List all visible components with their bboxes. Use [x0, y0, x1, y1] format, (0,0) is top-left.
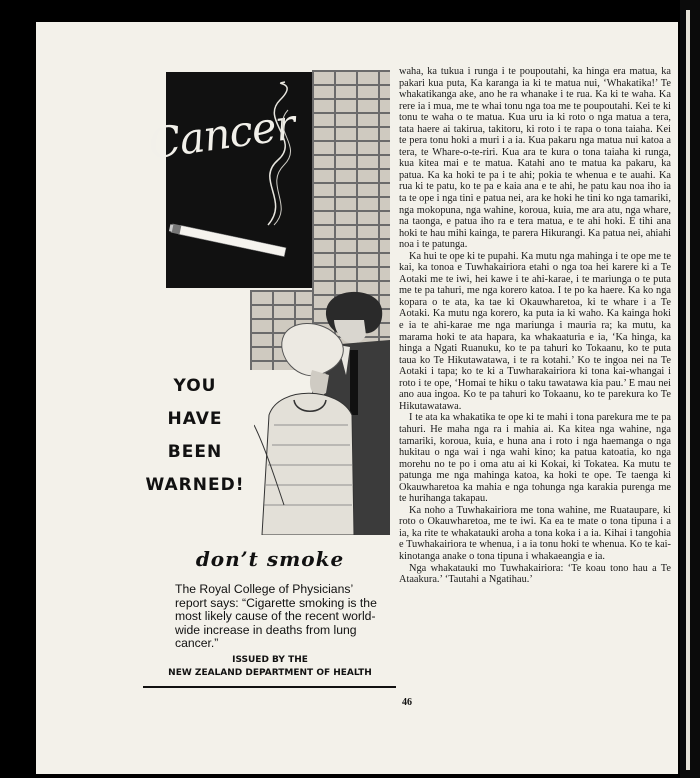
- article-paragraph: I te ata ka whakatika te ope ki te mahi i tona parekura me te pa tahuri. He maha nga ra i mahia ai. Ka kitea nga wahine, nga tamariki, koroua, kuia, e huna ana i roto i nga haemanga o nga hukitau o nga wai i nga wahi kino; ka patua katoatia, ko nga morehu no te po i oma atu ai ki Kokai, ki Tokatea. Ka mutu te patunga me nga mahinga katoa, ka hoki te ope. Te taenga ki Okauwharetoa ka mahia e nga tohunga nga karakia purenga me te hurihanga takapau.: [399, 412, 671, 505]
- warning-line: HAVE: [167, 409, 223, 429]
- issuer-credit: [150, 654, 390, 680]
- cigarette-icon: [168, 222, 293, 262]
- divider-rule: [143, 686, 396, 688]
- article-paragraph: Ka hui te ope ki te pupahi. Ka mutu nga mahinga i te ope me te kai, ka tonoa e Tuwhakairiora etahi o nga toa hei karere ki a Te Aotaki me te iwi, hei kawe i te ahi-karae, i te mariunga o te puta me te pa tahuri, me nga korero katoa. I te po ka haere. Ka ko nga kopara o te ata, ka tae ki Okauwharetoa, ki te whare i a Te Aotaki. Ka mutu nga korero, ka puta ia ki waho. Ka kainga hoki e ia te ahi-karae me nga mariunga i mauria ra; ka mutu, ka marama hoki te ata hapara, ka whakaaturia e ia, ‘Ka hinga, ka hinga a Ngati Ruanuku, ko te pa tahuri ko Tokaanu, ko te puta taua ko Te Hikutawatawa, i te ra kotahi.’ Ko te ingoa nei na Te Aotaki i tapa; ko te ki a Tuwharakairiora ki tona kai-whangai i roto i te ope, ‘Homai te hiku o taku tawatawa kia pau.’ E mau nei ano aua ingoa. Ko te pa tahuri ko Tokaanu, ko te parekura ko Te Hikutawatawa.: [399, 250, 671, 412]
- adjacent-page-edge: [680, 0, 700, 778]
- article-paragraph: waha, ka tukua i runga i te poupoutahi, ka hinga era matua, ka pakari kua puta, Ka karanga ia ki te matua nui, ‘Whakatika!’ Te whakatikanga ake, ano he ra whanake i te rua. Ka ki te waha. Ka rere ia i mua, me te whai tonu nga toa me te poupoutahi. Kei te ki tonu te waha o te matua. Kua uru ia ki roto o nga matua a tera, tata haere ai takirua, takitoru, ki roto i te rapa o tona taiaha. Kei te pera tonu hoki a muri i a ia. Kua pakaru nga matua nui katoa a tera, te Whare-o-te-riri. Kua ara te kura o tona taiaha ki runga, kua kitea mai e te matua. Katahi ano te matua ka pakaru, ka patua. Ka ka hoki te pa i te ahi; pokia te whenua e te auahi. Ka rua ki te patu, ko te pa e kaia ana e te ahi, he patu kau noa iho ia ta te ope i nga tini e patua nei, ara ke hoki he tini ko nga tamariki, nga mokopuna, nga wahine, koroua, kuia, me ara atu, nga whare, na taonga, e patua iho ra e tera matua, e te ahi hoki. E tihi ana hoki te hau mihi kainga, te parera Hikurangi. Ka patua nei, ahiahi noa i te patunga.: [399, 66, 671, 251]
- article-paragraph: Ka noho a Tuwhakairiora me tona wahine, me Ruataupare, ki roto o Okauwharetoa, me te iwi. Ka ea te mate o tona tipuna i a ia, ka rite te whakatauki aroha a tona koka i a ia. Kihai i tangohia e Tuwhakairiora te whenua, i a ia tonu hoki te whenua. Ko te kai-kinotanga anake o tona tipuna i whakaeangia e ia.: [399, 504, 671, 562]
- warning-line: BEEN: [167, 442, 223, 462]
- warning-headline: [140, 370, 250, 502]
- warning-line: YOU: [173, 376, 217, 396]
- couple-illustration: [254, 275, 390, 535]
- article-paragraph: Nga whakatauki mo Tuwhakairiora: ‘Te koau tono hau a Te Ataakura.’ ‘Tautahi a Ngatihau.’: [399, 562, 671, 586]
- report-quote: The Royal College of Physicians’ report says: “Cigarette smoking is the most likely cause of the recent world-wide increase in deaths from lung cancer.”: [175, 582, 377, 650]
- article-column: [399, 66, 671, 586]
- slogan: don’t smoke: [195, 547, 345, 571]
- page-edge-highlight: [686, 10, 690, 770]
- warning-line: WARNED!: [145, 475, 245, 495]
- poster-cancer-word: Cancer: [145, 99, 298, 169]
- issuer-line: NEW ZEALAND DEPARTMENT OF HEALTH: [168, 668, 372, 678]
- issuer-line: ISSUED BY THE: [232, 655, 308, 665]
- smoke-wisp-icon: [250, 80, 300, 230]
- page-number: 46: [402, 697, 412, 708]
